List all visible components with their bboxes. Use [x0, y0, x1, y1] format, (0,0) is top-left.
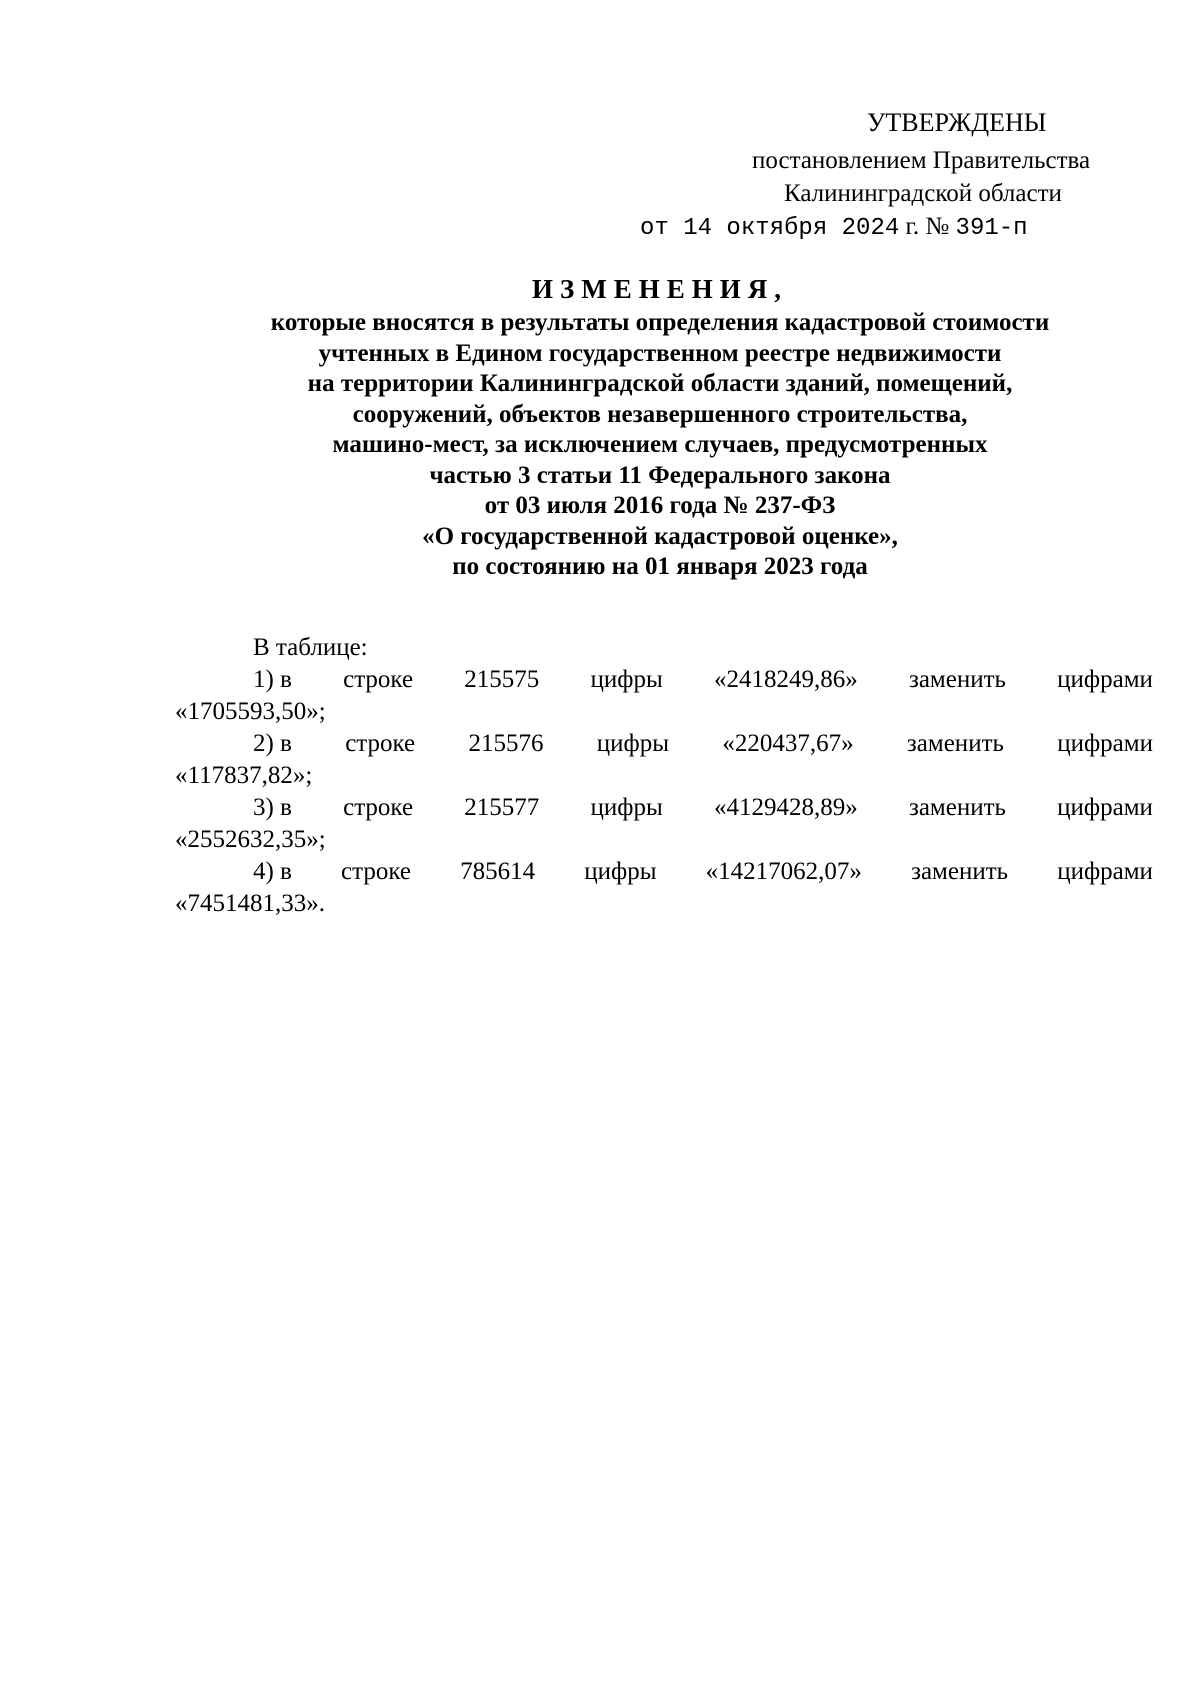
item-word-digits: цифры — [590, 666, 663, 693]
item-word-row: строке — [343, 794, 414, 821]
item-word-replace: заменить — [908, 794, 1006, 821]
item-word-with: цифрами — [1057, 666, 1153, 693]
item-number: 1) в — [253, 666, 292, 693]
item-word-row: строке — [341, 858, 411, 885]
heading-line: по состоянию на 01 января 2023 года — [452, 553, 868, 580]
heading-line: сооружений, объектов незавершенного строительства, — [352, 400, 968, 428]
heading-line: от 03 июля 2016 года № 237-ФЗ — [484, 492, 836, 519]
item-word-replace: заменить — [906, 730, 1004, 757]
heading-line: учтенных в Едином государственном реестре недвижимости — [318, 339, 1002, 367]
body-intro: В таблице: — [253, 634, 368, 661]
heading-line: на территории Калининградской области зданий, помещений, — [307, 370, 1013, 397]
item-new-value: «7451481,33». — [175, 890, 325, 917]
item-row-number: 215575 — [464, 666, 540, 693]
approval-line-1: постановлением Правительства — [752, 147, 1091, 174]
item-word-digits: цифры — [584, 858, 657, 885]
item-word-row: строке — [343, 666, 414, 693]
approval-date: от 14 октября 2024 — [640, 215, 900, 242]
approval-date-line — [640, 212, 1028, 244]
item-word-with: цифрами — [1057, 794, 1153, 821]
change-item-4 — [175, 856, 1153, 888]
item-word-with: цифрами — [1057, 858, 1153, 885]
approval-number: 391-п — [955, 215, 1028, 242]
change-item-2 — [175, 728, 1153, 760]
document-body — [175, 632, 1153, 920]
item-new-value: «2552632,35»; — [175, 826, 326, 853]
heading-line: частью 3 статьи 11 Федерального закона — [429, 461, 891, 489]
item-row-number: 215576 — [468, 730, 544, 757]
item-number: 2) в — [253, 730, 292, 757]
item-number: 4) в — [253, 858, 292, 885]
item-new-value: «117837,82»; — [175, 762, 313, 789]
item-word-with: цифрами — [1057, 730, 1153, 757]
item-number: 3) в — [253, 794, 292, 821]
item-old-value: «14217062,07» — [705, 858, 862, 885]
document-heading — [200, 272, 1120, 583]
item-word-replace: заменить — [911, 858, 1009, 885]
item-word-replace: заменить — [908, 666, 1006, 693]
change-item-1 — [175, 664, 1153, 696]
item-row-number: 785614 — [460, 858, 536, 885]
item-old-value: «4129428,89» — [713, 794, 858, 821]
item-word-digits: цифры — [596, 730, 670, 757]
heading-line: которые вносятся в результаты определения кадастровой стоимости — [270, 309, 1050, 336]
approval-line-2: Калининградской области — [784, 180, 1062, 207]
change-item-3 — [175, 792, 1153, 824]
item-row-number: 215577 — [464, 794, 540, 821]
item-old-value: «2418249,86» — [713, 666, 858, 693]
item-old-value: «220437,67» — [722, 730, 854, 757]
approval-title: УТВЕРЖДЕНЫ — [867, 108, 1047, 137]
heading-line: «О государственной кадастровой оценке», — [422, 522, 898, 550]
heading-line: машино-мест, за исключением случаев, предусмотренных — [332, 431, 988, 458]
heading-title: ИЗМЕНЕНИЯ, — [531, 274, 788, 304]
item-word-digits: цифры — [590, 794, 663, 821]
approval-date-suffix: г. № — [905, 213, 950, 240]
item-new-value: «1705593,50»; — [175, 698, 326, 725]
item-word-row: строке — [345, 730, 416, 757]
